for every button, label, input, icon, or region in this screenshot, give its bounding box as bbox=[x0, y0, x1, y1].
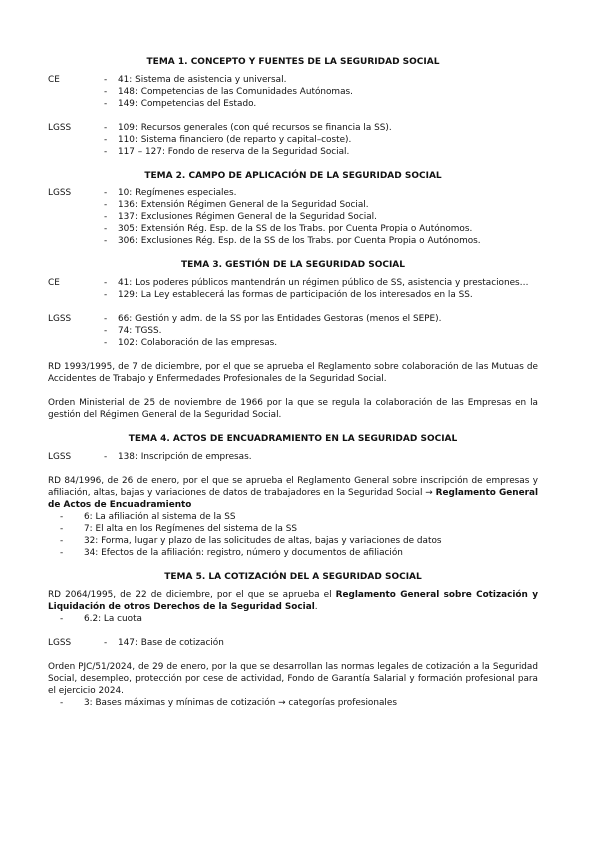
list-item bbox=[60, 547, 538, 559]
bullet-dash: - bbox=[104, 99, 108, 109]
list-item-text: 102: Colaboración de las empresas. bbox=[118, 338, 278, 348]
rd-1993-paragraph: RD 1993/1995, de 7 de diciembre, por el que se aprueba el Reglamento sobre colaboración de las Mutuas de Accidentes de Trabajo y Enfermedades Profesionales de la Seguridad Social. bbox=[48, 362, 538, 384]
bullet-dash: - bbox=[104, 290, 108, 300]
list-item-text: 306: Exclusiones Rég. Esp. de la SS de los Trabs. por Cuenta Propia o Autónomos. bbox=[118, 236, 481, 246]
list-item bbox=[104, 451, 538, 463]
list-item bbox=[104, 325, 538, 337]
tema-4-heading: TEMA 4. ACTOS DE ENCUADRAMIENTO EN LA SEGURIDAD SOCIAL bbox=[128, 434, 458, 444]
list-item-text: 32: Forma, lugar y plazo de las solicitudes de altas, bajas y variaciones de datos bbox=[84, 536, 442, 546]
bullet-dash: - bbox=[104, 224, 108, 234]
bullet-dash: - bbox=[60, 512, 64, 522]
list-item-text: 149: Competencias del Estado. bbox=[118, 99, 257, 109]
rd-84-1996-paragraph bbox=[48, 475, 538, 511]
list-item bbox=[60, 523, 538, 535]
bullet-dash: - bbox=[104, 638, 108, 648]
list-item bbox=[104, 134, 538, 146]
list-item-text: 129: La Ley establecerá las formas de participación de los interesados en la SS. bbox=[118, 290, 473, 300]
list-item-text: 305: Extensión Rég. Esp. de la SS de los Trabs. por Cuenta Propia o Autónomos. bbox=[118, 224, 473, 234]
reglamento-cotizacion-title: Reglamento General sobre Cotización y Liquidación de otros Derechos de la Seguridad Social bbox=[48, 590, 538, 612]
list-item bbox=[104, 146, 538, 158]
list-item-text: 6.2: La cuota bbox=[84, 614, 142, 624]
bullet-dash: - bbox=[60, 536, 64, 546]
list-item bbox=[60, 535, 538, 547]
bullet-dash: - bbox=[104, 188, 108, 198]
lgss-label: LGSS bbox=[48, 452, 72, 462]
lgss-label: LGSS bbox=[48, 123, 72, 133]
list-item-text: 110: Sistema financiero (de reparto y capital–coste). bbox=[118, 135, 352, 145]
t3-ce-block bbox=[48, 277, 538, 301]
list-item bbox=[104, 86, 538, 98]
bullet-dash: - bbox=[104, 452, 108, 462]
list-item-text: 41: Sistema de asistencia y universal. bbox=[118, 75, 287, 85]
list-item bbox=[104, 235, 538, 247]
bullet-dash: - bbox=[104, 75, 108, 85]
t1-lgss-block bbox=[48, 122, 538, 158]
list-item bbox=[60, 511, 538, 523]
list-item-text: 138: Inscripción de empresas. bbox=[118, 452, 252, 462]
list-item-text: 109: Recursos generales (con qué recursos se financia la SS). bbox=[118, 123, 392, 133]
bullet-dash: - bbox=[104, 236, 108, 246]
list-item bbox=[104, 199, 538, 211]
bullet-dash: - bbox=[104, 326, 108, 336]
reglamento-actos-title: Reglamento General de Actos de Encuadramiento bbox=[48, 488, 538, 510]
bullet-dash: - bbox=[104, 338, 108, 348]
bullet-dash: - bbox=[60, 548, 64, 558]
bullet-dash: - bbox=[104, 87, 108, 97]
list-item bbox=[104, 277, 538, 289]
list-item-text: 136: Extensión Régimen General de la Seguridad Social. bbox=[118, 200, 369, 210]
list-item-text: 147: Base de cotización bbox=[118, 638, 224, 648]
list-item-text: 10: Regímenes especiales. bbox=[118, 188, 237, 198]
list-item-text: 66: Gestión y adm. de la SS por las Entidades Gestoras (menos el SEPE). bbox=[118, 314, 442, 324]
t4-lgss-block bbox=[48, 451, 538, 463]
list-item-text: 41: Los poderes públicos mantendrán un régimen público de SS, asistencia y prestaciones… bbox=[118, 278, 529, 288]
list-item-text: 148: Competencias de las Comunidades Autónomas. bbox=[118, 87, 353, 97]
ce-label: CE bbox=[48, 278, 60, 288]
bullet-dash: - bbox=[104, 278, 108, 288]
bullet-dash: - bbox=[60, 524, 64, 534]
rd-2064-1995-paragraph bbox=[48, 589, 538, 613]
list-item-text: 34: Efectos de la afiliación: registro, número y documentos de afiliación bbox=[84, 548, 403, 558]
rd-2064-text: RD 2064/1995, de 22 de diciembre, por el que se aprueba el bbox=[48, 590, 332, 600]
list-item bbox=[104, 187, 538, 199]
list-item-text: 117 – 127: Fondo de reserva de la Seguridad Social. bbox=[118, 147, 350, 157]
bullet-dash: - bbox=[60, 614, 64, 624]
list-item-text: 7: El alta en los Regímenes del sistema de la SS bbox=[84, 524, 298, 534]
list-item-text: 6: La afiliación al sistema de la SS bbox=[84, 512, 236, 522]
lgss-label: LGSS bbox=[48, 188, 72, 198]
bullet-dash: - bbox=[104, 200, 108, 210]
orden-pjc-51-2024-paragraph: Orden PJC/51/2024, de 29 de enero, por la que se desarrollan las normas legales de cotización a la Seguridad Social, desempleo, protección por cese de actividad, Fondo de Garantía Salarial y formación profesional para el ejercicio 2024. bbox=[48, 662, 538, 696]
lgss-label: LGSS bbox=[48, 314, 72, 324]
t5-lgss-block bbox=[48, 637, 538, 649]
ce-label: CE bbox=[48, 75, 60, 85]
list-item bbox=[60, 697, 538, 709]
tema-2-heading: TEMA 2. CAMPO DE APLICACIÓN DE LA SEGURIDAD SOCIAL bbox=[144, 171, 442, 181]
rd-2064-end: . bbox=[314, 602, 318, 612]
bullet-dash: - bbox=[104, 147, 108, 157]
list-item bbox=[104, 637, 538, 649]
list-item bbox=[104, 74, 538, 86]
t3-lgss-block bbox=[48, 313, 538, 349]
bullet-dash: - bbox=[104, 314, 108, 324]
list-item-text: 3: Bases máximas y mínimas de cotización → categorías profesionales bbox=[84, 698, 397, 708]
lgss-label: LGSS bbox=[48, 638, 72, 648]
list-item bbox=[104, 122, 538, 134]
tema-5-heading: TEMA 5. LA COTIZACIÓN DEL A SEGURIDAD SOCIAL bbox=[164, 572, 422, 582]
list-item bbox=[104, 337, 538, 349]
list-item bbox=[104, 223, 538, 235]
document-page bbox=[48, 50, 538, 709]
t2-lgss-block bbox=[48, 187, 538, 247]
bullet-dash: - bbox=[60, 698, 64, 708]
tema-3-heading: TEMA 3. GESTIÓN DE LA SEGURIDAD SOCIAL bbox=[181, 260, 405, 270]
list-item bbox=[104, 313, 538, 325]
bullet-dash: - bbox=[104, 212, 108, 222]
bullet-dash: - bbox=[104, 123, 108, 133]
list-item bbox=[104, 289, 538, 301]
list-item bbox=[60, 613, 538, 625]
t1-ce-block bbox=[48, 74, 538, 110]
orden-1966-paragraph: Orden Ministerial de 25 de noviembre de 1966 por la que se regula la colaboración de las Empresas en la gestión del Régimen General de la Seguridad Social. bbox=[48, 398, 538, 420]
tema-1-heading: TEMA 1. CONCEPTO Y FUENTES DE LA SEGURIDAD SOCIAL bbox=[146, 57, 440, 67]
list-item bbox=[104, 211, 538, 223]
list-item-text: 137: Exclusiones Régimen General de la Seguridad Social. bbox=[118, 212, 377, 222]
list-item-text: 74: TGSS. bbox=[118, 326, 162, 336]
rd-84-text: RD 84/1996, de 26 de enero, por el que se aprueba el Reglamento General sobre inscripción de empresas y afiliación, altas, bajas y variaciones de datos de trabajadores en la Seguridad Social → bbox=[48, 476, 538, 498]
bullet-dash: - bbox=[104, 135, 108, 145]
list-item bbox=[104, 98, 538, 110]
